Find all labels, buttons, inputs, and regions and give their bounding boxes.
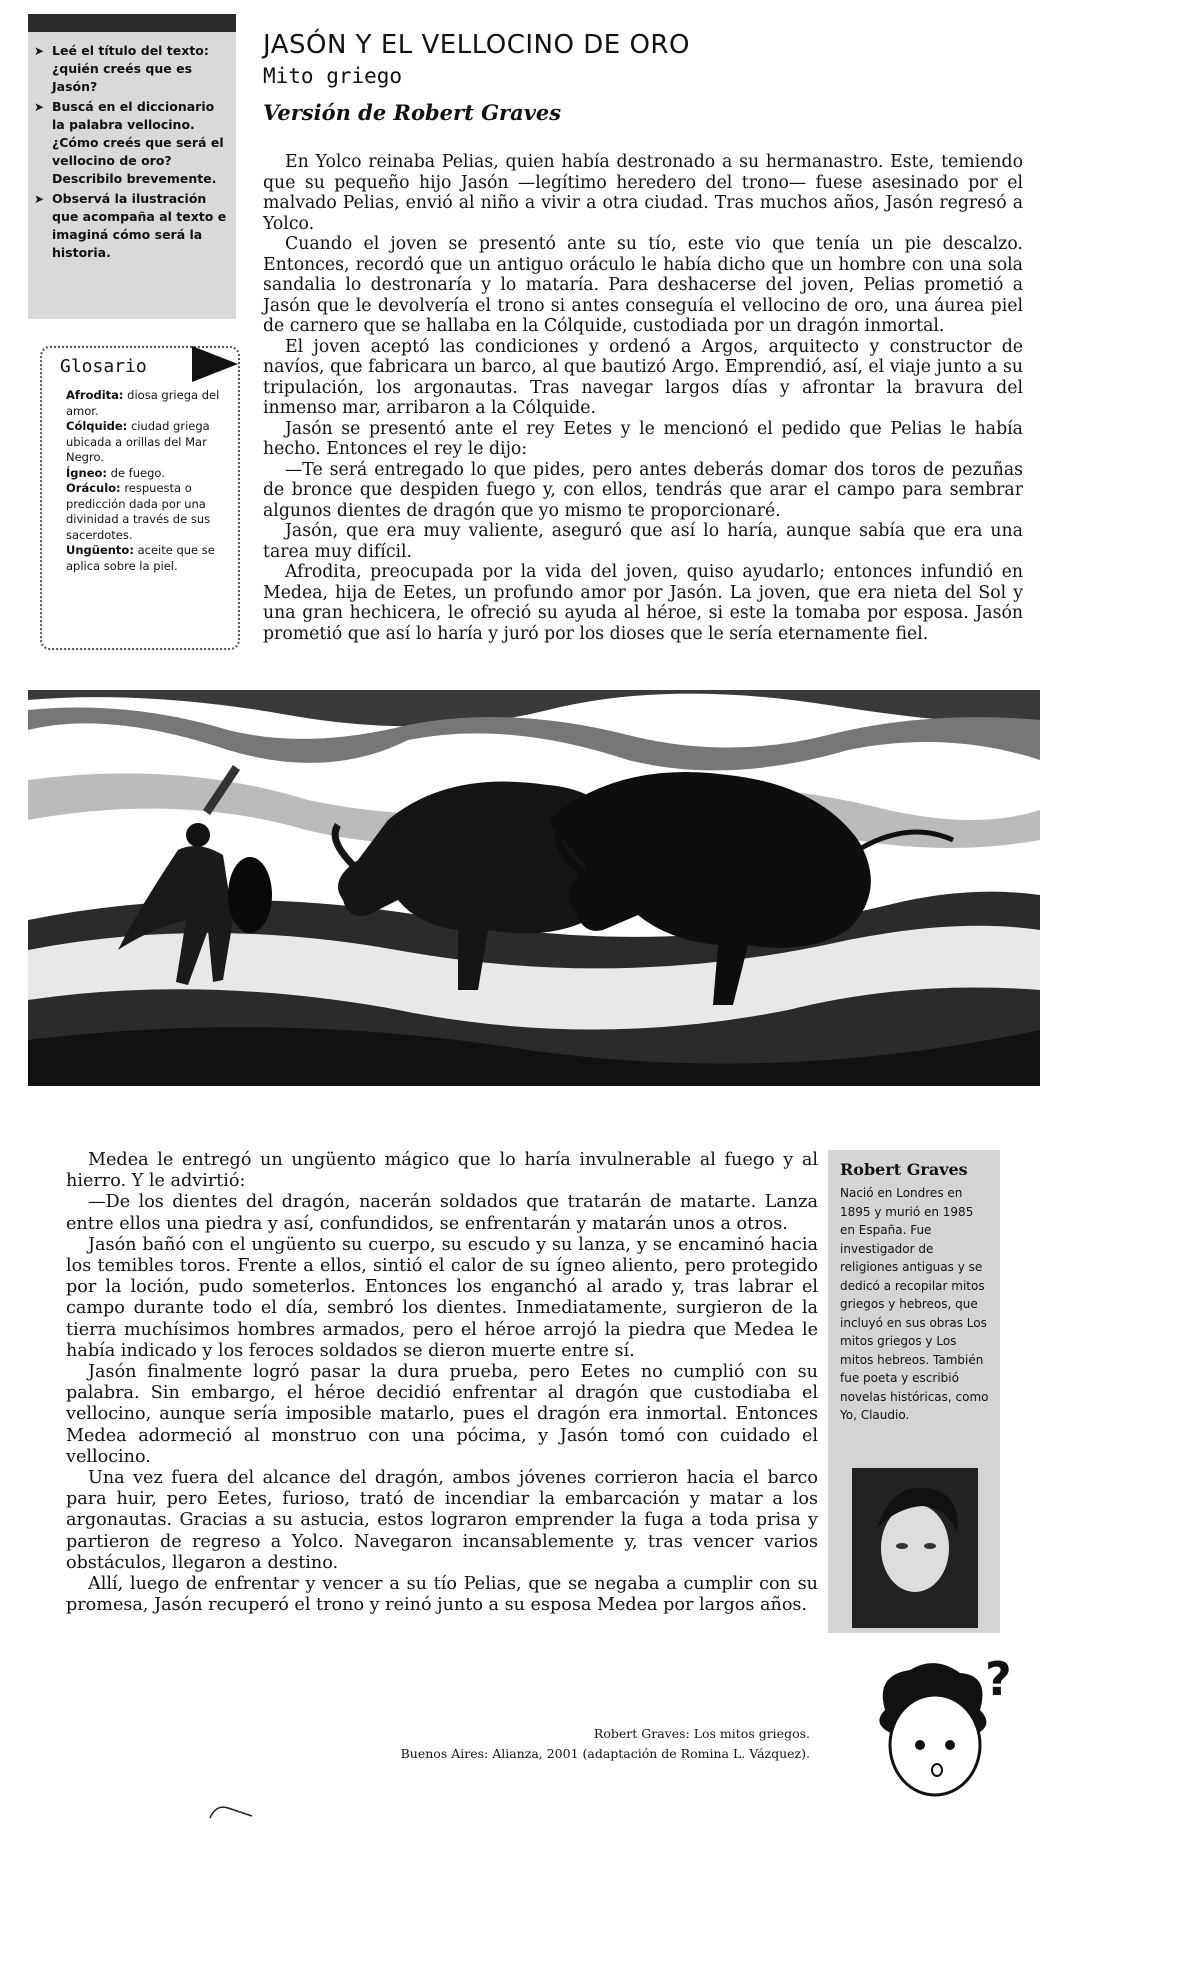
story-paragraph: Una vez fuera del alcance del dragón, ambos jóvenes corrieron hacia el barco para huir, pero Eetes, furioso, trató de incendiar la embarcación y matar a los argonautas. Gracias a su astucia, estos lograron emprender la fuga a toda prisa y partieron de regreso a Yolco. Navegaron incansablemente y, tras vencer varios obstáculos, llegaron a destino. bbox=[66, 1468, 818, 1573]
author-bio-box bbox=[828, 1150, 1000, 1633]
story-paragraph: En Yolco reinaba Pelias, quien había destronado a su hermanastro. Este, temiendo que su pequeño hijo Jasón —legítimo heredero del trono— fuese asesinado por el malvado Pelias, envió al niño a vivir a otra ciudad. Tras muchos años, Jasón regresó a Yolco. bbox=[263, 152, 1023, 234]
glossary-entry bbox=[66, 466, 232, 482]
story-text-bottom bbox=[66, 1150, 818, 1616]
story-paragraph: El joven aceptó las condiciones y ordenó a Argos, arquitecto y constructor de navíos, que fabricara un barco, al que bautizó Argo. Emprendió, así, el viaje junto a su tripulación, los argonautas. Tras navegar largos días y afrontar la bravura del inmenso mar, arribaron a la Cólquide. bbox=[263, 336, 1023, 418]
story-paragraph: Jasón, que era muy valiente, aseguró que así lo haría, aunque sabía que era una tarea muy difícil. bbox=[263, 521, 1023, 562]
glossary-title: Glosario bbox=[60, 356, 147, 377]
glossary-term: Ungüento: bbox=[66, 543, 134, 557]
prompt-text: Buscá en el diccionario la palabra vellocino. ¿Cómo creés que será el vellocino de oro? Describilo brevemente. bbox=[52, 99, 224, 186]
story-version: Versión de Robert Graves bbox=[263, 100, 562, 125]
story-subtitle: Mito griego bbox=[263, 64, 403, 88]
story-paragraph: Cuando el joven se presentó ante su tío, este vio que tenía un pie descalzo. Entonces, recordó que un antiguo oráculo le había dicho que un hombre con una sola sandalia lo destronaría y lo mataría. Para deshacerse del joven, Pelias prometió a Jasón que le devolvería el trono si antes conseguía el vellocino de oro, una áurea piel de carnero que se hallaba en la Cólquide, custodiada por un dragón inmortal. bbox=[263, 234, 1023, 336]
arrow-bullet-icon: ➤ bbox=[34, 100, 45, 114]
glossary-entry bbox=[66, 388, 232, 419]
boy-eye bbox=[945, 1740, 955, 1750]
glossary-entry bbox=[66, 481, 232, 543]
story-text-top bbox=[263, 152, 1023, 644]
glossary-term: Oráculo: bbox=[66, 481, 121, 495]
story-paragraph: Afrodita, preocupada por la vida del joven, quiso ayudarlo; entonces infundió en Medea, hija de Eetes, un profundo amor por Jasón. La joven, que era nieta del Sol y una gran hechicera, le ofreció su ayuda al héroe, si este la tomaba por esposa. Jasón prometió que así lo haría y juró por los dioses que le sería eternamente fiel. bbox=[263, 562, 1023, 644]
prompt-item bbox=[34, 42, 230, 96]
jason-and-bulls-illustration bbox=[28, 690, 1040, 1086]
glossary-entries bbox=[66, 388, 232, 574]
glossary-definition: ciudad griega ubicada a orillas del Mar Negro. bbox=[66, 419, 210, 464]
arrow-bullet-icon: ➤ bbox=[34, 192, 45, 206]
story-paragraph: Jasón finalmente logró pasar la dura prueba, pero Eetes no cumplió con su palabra. Sin embargo, el héroe decidió enfrentar al dragón que custodiaba el vellocino, aunque sería imposible matarlo, pues el dragón era inmortal. Entonces Medea adormeció al monstruo con una pócima, y Jasón tomó con cuidado el vellocino. bbox=[66, 1362, 818, 1467]
glossary-term: Afrodita: bbox=[66, 388, 124, 402]
glossary-entry bbox=[66, 543, 232, 574]
glossary-term: Ígneo: bbox=[66, 465, 107, 480]
story-paragraph: Jasón se presentó ante el rey Eetes y le mencionó el pedido que Pelias le había hecho. Entonces el rey le dijo: bbox=[263, 418, 1023, 459]
glossary-box bbox=[40, 346, 240, 650]
author-bio-text: Nació en Londres en 1895 y murió en 1985 en España. Fue investigador de religiones antiguas y se dedicó a recopilar mitos griegos y hebreos, que incluyó en sus obras Los mitos griegos y Los mitos hebreos. También fue poeta y escribió novelas históricas, como Yo, Claudio. bbox=[840, 1186, 989, 1422]
glossary-definition: de fuego. bbox=[110, 465, 165, 480]
story-paragraph: Jasón bañó con el ungüento su cuerpo, su escudo y su lanza, y se encaminó hacia los temibles toros. Frente a ellos, sintió el calor de su ígneo aliento, pero protegido por la loción, pudo someterlos. Entonces los enganchó al arado y, tras labrar el campo durante todo el día, sembró los dientes. Inmediatamente, surgieron de la tierra muchísimos hombres armados, pero el héroe arrojó la piedra que Medea le había indicado y los feroces soldados se dieron muerte entre sí. bbox=[66, 1234, 818, 1361]
prompt-item bbox=[34, 190, 230, 262]
prompt-text: Observá la ilustración que acompaña al texto e imaginá cómo será la historia. bbox=[52, 191, 227, 260]
illustration-drawing bbox=[28, 690, 1040, 1086]
prompts-header-bar bbox=[28, 14, 236, 32]
author-photo bbox=[852, 1468, 978, 1628]
hero-head bbox=[186, 823, 210, 847]
citation-line: Buenos Aires: Alianza, 2001 (adaptación de Romina L. Vázquez). bbox=[400, 1746, 810, 1761]
story-paragraph: —De los dientes del dragón, nacerán soldados que tratarán de matarte. Lanza entre ellos una piedra y así, confundidos, se enfrentarán y matarán unos a otros. bbox=[66, 1192, 818, 1234]
glossary-term: Cólquide: bbox=[66, 419, 128, 433]
reading-prompts-box bbox=[28, 14, 236, 319]
story-paragraph: —Te será entregado lo que pides, pero antes deberás domar dos toros de pezuñas de bronce que despiden fuego y, con ellos, tendrás que arar el campo para sembrar algunos dientes de dragón que yo mismo te proporcionaré. bbox=[263, 459, 1023, 521]
boy-face bbox=[890, 1695, 980, 1795]
citation-line: Robert Graves: Los mitos griegos. bbox=[593, 1726, 810, 1741]
prompts-list bbox=[28, 14, 236, 262]
story-paragraph: Medea le entregó un ungüento mágico que lo haría invulnerable al fuego y al hierro. Y le advirtió: bbox=[66, 1150, 818, 1192]
glossary-entry bbox=[66, 419, 232, 466]
glossary-definition: respuesta o predicción dada por una divinidad a través de sus sacerdotes. bbox=[66, 481, 211, 542]
story-title: JASÓN Y EL VELLOCINO DE ORO bbox=[263, 30, 690, 60]
prompt-item bbox=[34, 98, 230, 188]
question-mark-icon: ? bbox=[985, 1655, 1012, 1706]
prompt-text: Leé el título del texto: ¿quién creés que es Jasón? bbox=[52, 43, 209, 94]
source-citation bbox=[380, 1724, 810, 1764]
cloud-band bbox=[28, 708, 1040, 771]
glossary-definition: aceite que se aplica sobre la piel. bbox=[66, 543, 215, 573]
author-name: Robert Graves bbox=[840, 1160, 968, 1179]
pencil-scribble bbox=[206, 1794, 256, 1824]
story-paragraph: Allí, luego de enfrentar y vencer a su tío Pelias, que se negaba a cumplir con su promesa, Jasón recuperó el trono y reinó junto a su esposa Medea por largos años. bbox=[66, 1574, 818, 1616]
glossary-definition: diosa griega del amor. bbox=[66, 388, 220, 418]
glossary-pointer-icon bbox=[192, 346, 238, 382]
hero-shield bbox=[228, 857, 272, 933]
boy-eye bbox=[915, 1740, 925, 1750]
arrow-bullet-icon: ➤ bbox=[34, 44, 45, 58]
thinking-boy-illustration bbox=[855, 1655, 1025, 1805]
